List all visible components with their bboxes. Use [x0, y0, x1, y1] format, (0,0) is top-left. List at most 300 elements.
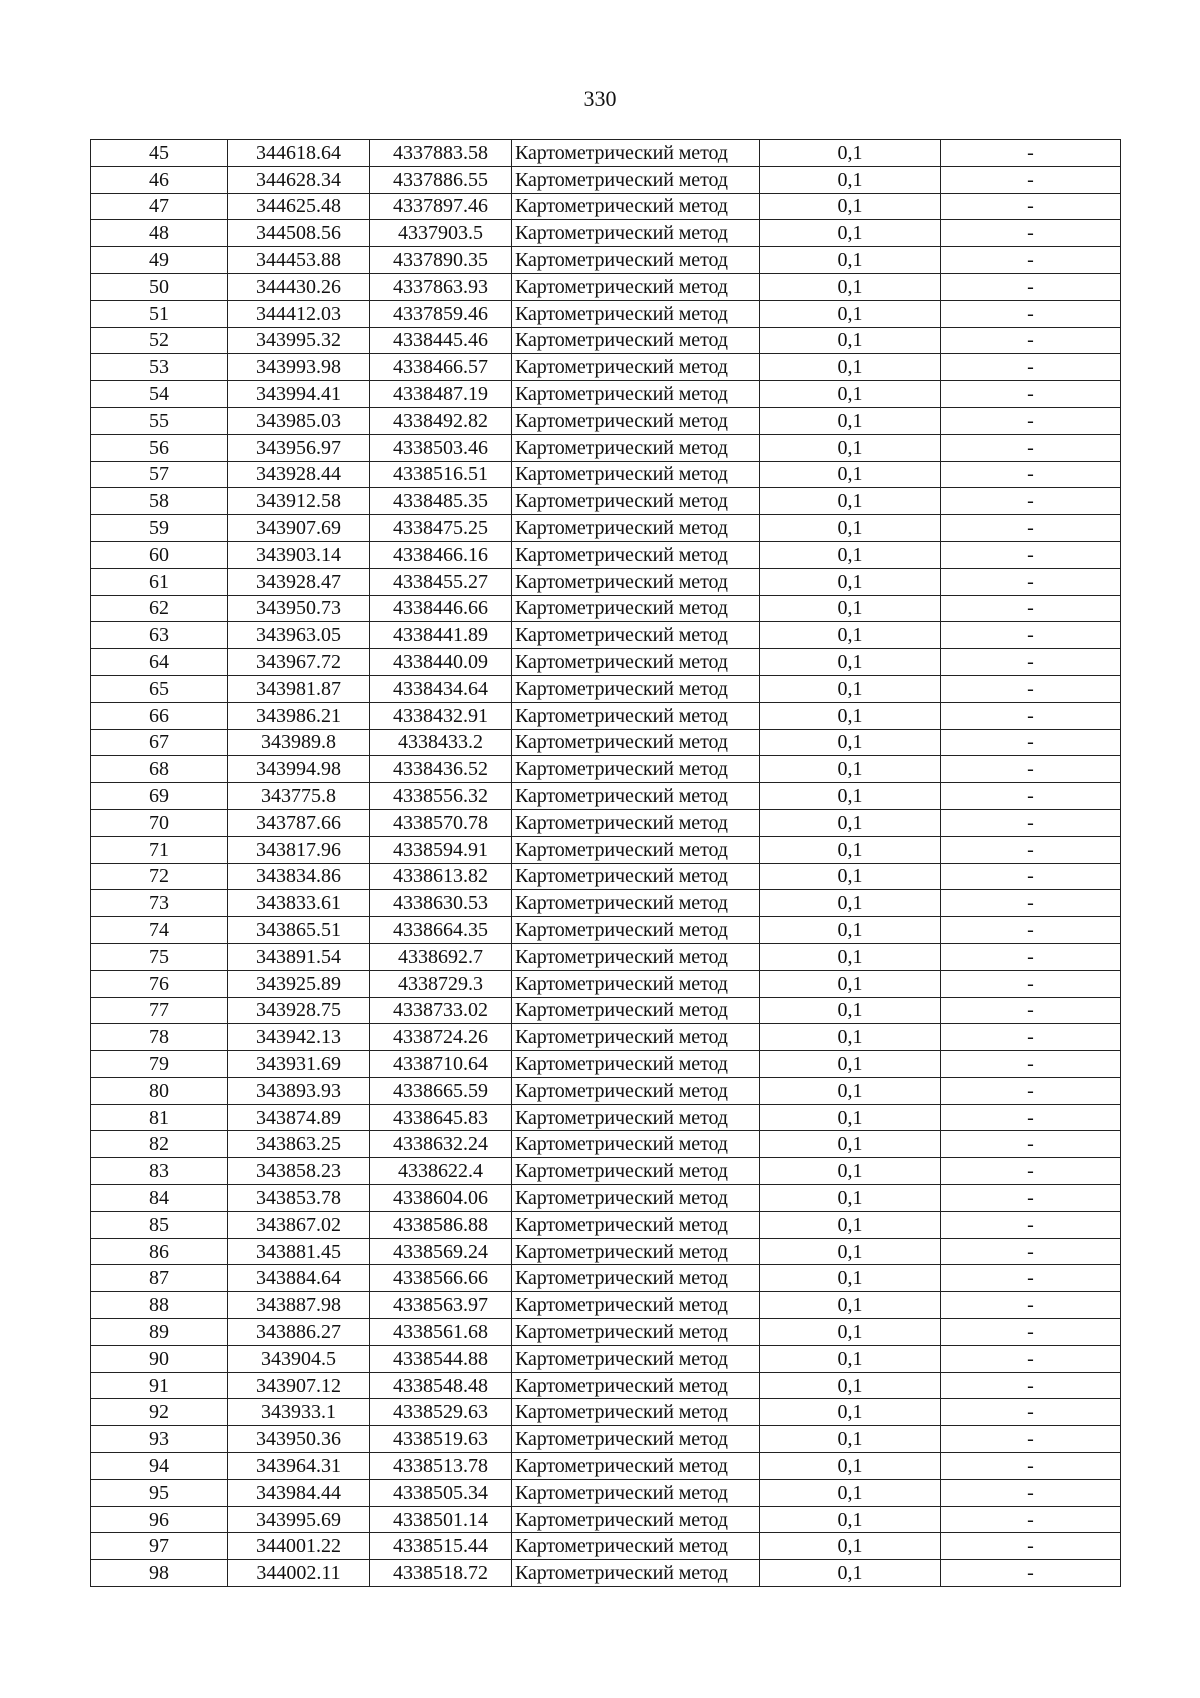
accuracy-cell: 0,1 [760, 1104, 941, 1131]
note-cell: - [941, 1426, 1121, 1453]
x-coordinate-cell: 343928.75 [228, 997, 370, 1024]
y-coordinate-cell: 4338466.16 [370, 541, 512, 568]
method-cell: Картометрический метод [512, 702, 760, 729]
method-cell: Картометрический метод [512, 1211, 760, 1238]
point-number-cell: 54 [91, 381, 228, 408]
point-number-cell: 73 [91, 890, 228, 917]
accuracy-cell: 0,1 [760, 863, 941, 890]
point-number-cell: 48 [91, 220, 228, 247]
method-cell: Картометрический метод [512, 300, 760, 327]
y-coordinate-cell: 4338563.97 [370, 1292, 512, 1319]
table-row [91, 1211, 1121, 1238]
method-cell: Картометрический метод [512, 354, 760, 381]
note-cell: - [941, 1453, 1121, 1480]
method-cell: Картометрический метод [512, 1533, 760, 1560]
y-coordinate-cell: 4338632.24 [370, 1131, 512, 1158]
table-row [91, 434, 1121, 461]
table-row [91, 1051, 1121, 1078]
method-cell: Картометрический метод [512, 1506, 760, 1533]
point-number-cell: 78 [91, 1024, 228, 1051]
method-cell: Картометрический метод [512, 675, 760, 702]
point-number-cell: 56 [91, 434, 228, 461]
point-number-cell: 85 [91, 1211, 228, 1238]
method-cell: Картометрический метод [512, 1265, 760, 1292]
note-cell: - [941, 1372, 1121, 1399]
point-number-cell: 46 [91, 166, 228, 193]
accuracy-cell: 0,1 [760, 809, 941, 836]
method-cell: Картометрический метод [512, 836, 760, 863]
point-number-cell: 90 [91, 1345, 228, 1372]
table-row [91, 1345, 1121, 1372]
method-cell: Картометрический метод [512, 649, 760, 676]
accuracy-cell: 0,1 [760, 541, 941, 568]
table-row [91, 675, 1121, 702]
accuracy-cell: 0,1 [760, 622, 941, 649]
note-cell: - [941, 166, 1121, 193]
point-number-cell: 49 [91, 247, 228, 274]
x-coordinate-cell: 343912.58 [228, 488, 370, 515]
note-cell: - [941, 461, 1121, 488]
y-coordinate-cell: 4338515.44 [370, 1533, 512, 1560]
x-coordinate-cell: 343950.36 [228, 1426, 370, 1453]
method-cell: Картометрический метод [512, 595, 760, 622]
table-row [91, 1426, 1121, 1453]
note-cell: - [941, 1319, 1121, 1346]
point-number-cell: 57 [91, 461, 228, 488]
note-cell: - [941, 1560, 1121, 1587]
table-row [91, 595, 1121, 622]
method-cell: Картометрический метод [512, 970, 760, 997]
table-row [91, 1292, 1121, 1319]
method-cell: Картометрический метод [512, 273, 760, 300]
table-row [91, 1479, 1121, 1506]
method-cell: Картометрический метод [512, 1024, 760, 1051]
note-cell: - [941, 1104, 1121, 1131]
x-coordinate-cell: 343995.69 [228, 1506, 370, 1533]
table-row [91, 327, 1121, 354]
x-coordinate-cell: 343994.41 [228, 381, 370, 408]
point-number-cell: 53 [91, 354, 228, 381]
x-coordinate-cell: 344453.88 [228, 247, 370, 274]
method-cell: Картометрический метод [512, 1560, 760, 1587]
point-number-cell: 80 [91, 1077, 228, 1104]
accuracy-cell: 0,1 [760, 836, 941, 863]
accuracy-cell: 0,1 [760, 1506, 941, 1533]
x-coordinate-cell: 343950.73 [228, 595, 370, 622]
x-coordinate-cell: 343886.27 [228, 1319, 370, 1346]
point-number-cell: 63 [91, 622, 228, 649]
y-coordinate-cell: 4337859.46 [370, 300, 512, 327]
accuracy-cell: 0,1 [760, 783, 941, 810]
y-coordinate-cell: 4338729.3 [370, 970, 512, 997]
note-cell: - [941, 1345, 1121, 1372]
note-cell: - [941, 1479, 1121, 1506]
table-row [91, 1158, 1121, 1185]
x-coordinate-cell: 343893.93 [228, 1077, 370, 1104]
method-cell: Картометрический метод [512, 1292, 760, 1319]
note-cell: - [941, 622, 1121, 649]
note-cell: - [941, 541, 1121, 568]
method-cell: Картометрический метод [512, 140, 760, 167]
point-number-cell: 76 [91, 970, 228, 997]
note-cell: - [941, 729, 1121, 756]
table-row [91, 1104, 1121, 1131]
accuracy-cell: 0,1 [760, 568, 941, 595]
method-cell: Картометрический метод [512, 809, 760, 836]
x-coordinate-cell: 343925.89 [228, 970, 370, 997]
table-row [91, 943, 1121, 970]
y-coordinate-cell: 4338566.66 [370, 1265, 512, 1292]
table-row [91, 729, 1121, 756]
point-number-cell: 69 [91, 783, 228, 810]
point-number-cell: 91 [91, 1372, 228, 1399]
accuracy-cell: 0,1 [760, 729, 941, 756]
table-row [91, 1265, 1121, 1292]
accuracy-cell: 0,1 [760, 1238, 941, 1265]
method-cell: Картометрический метод [512, 622, 760, 649]
point-number-cell: 52 [91, 327, 228, 354]
y-coordinate-cell: 4338692.7 [370, 943, 512, 970]
point-number-cell: 75 [91, 943, 228, 970]
point-number-cell: 93 [91, 1426, 228, 1453]
note-cell: - [941, 1292, 1121, 1319]
method-cell: Картометрический метод [512, 381, 760, 408]
y-coordinate-cell: 4338622.4 [370, 1158, 512, 1185]
y-coordinate-cell: 4338518.72 [370, 1560, 512, 1587]
x-coordinate-cell: 343928.44 [228, 461, 370, 488]
note-cell: - [941, 220, 1121, 247]
x-coordinate-cell: 343928.47 [228, 568, 370, 595]
x-coordinate-cell: 343903.14 [228, 541, 370, 568]
x-coordinate-cell: 343833.61 [228, 890, 370, 917]
accuracy-cell: 0,1 [760, 166, 941, 193]
method-cell: Картометрический метод [512, 193, 760, 220]
accuracy-cell: 0,1 [760, 943, 941, 970]
table-row [91, 1372, 1121, 1399]
accuracy-cell: 0,1 [760, 1024, 941, 1051]
note-cell: - [941, 836, 1121, 863]
y-coordinate-cell: 4338455.27 [370, 568, 512, 595]
table-row [91, 702, 1121, 729]
note-cell: - [941, 943, 1121, 970]
point-number-cell: 98 [91, 1560, 228, 1587]
method-cell: Картометрический метод [512, 434, 760, 461]
table-row [91, 354, 1121, 381]
y-coordinate-cell: 4338505.34 [370, 1479, 512, 1506]
point-number-cell: 96 [91, 1506, 228, 1533]
accuracy-cell: 0,1 [760, 1399, 941, 1426]
accuracy-cell: 0,1 [760, 1479, 941, 1506]
note-cell: - [941, 1399, 1121, 1426]
note-cell: - [941, 247, 1121, 274]
x-coordinate-cell: 343884.64 [228, 1265, 370, 1292]
point-number-cell: 64 [91, 649, 228, 676]
point-number-cell: 97 [91, 1533, 228, 1560]
accuracy-cell: 0,1 [760, 220, 941, 247]
note-cell: - [941, 1533, 1121, 1560]
y-coordinate-cell: 4338492.82 [370, 407, 512, 434]
table-row [91, 809, 1121, 836]
x-coordinate-cell: 343834.86 [228, 863, 370, 890]
accuracy-cell: 0,1 [760, 1158, 941, 1185]
x-coordinate-cell: 343787.66 [228, 809, 370, 836]
y-coordinate-cell: 4337890.35 [370, 247, 512, 274]
y-coordinate-cell: 4337863.93 [370, 273, 512, 300]
point-number-cell: 61 [91, 568, 228, 595]
y-coordinate-cell: 4338445.46 [370, 327, 512, 354]
y-coordinate-cell: 4338529.63 [370, 1399, 512, 1426]
x-coordinate-cell: 343775.8 [228, 783, 370, 810]
point-number-cell: 82 [91, 1131, 228, 1158]
accuracy-cell: 0,1 [760, 515, 941, 542]
point-number-cell: 87 [91, 1265, 228, 1292]
y-coordinate-cell: 4338710.64 [370, 1051, 512, 1078]
x-coordinate-cell: 344002.11 [228, 1560, 370, 1587]
accuracy-cell: 0,1 [760, 917, 941, 944]
x-coordinate-cell: 343874.89 [228, 1104, 370, 1131]
method-cell: Картометрический метод [512, 783, 760, 810]
note-cell: - [941, 434, 1121, 461]
y-coordinate-cell: 4338586.88 [370, 1211, 512, 1238]
accuracy-cell: 0,1 [760, 434, 941, 461]
point-number-cell: 72 [91, 863, 228, 890]
accuracy-cell: 0,1 [760, 461, 941, 488]
x-coordinate-cell: 343887.98 [228, 1292, 370, 1319]
y-coordinate-cell: 4338570.78 [370, 809, 512, 836]
x-coordinate-cell: 343985.03 [228, 407, 370, 434]
accuracy-cell: 0,1 [760, 756, 941, 783]
x-coordinate-cell: 343963.05 [228, 622, 370, 649]
table-row [91, 166, 1121, 193]
point-number-cell: 62 [91, 595, 228, 622]
coordinates-table-body [91, 140, 1121, 1587]
accuracy-cell: 0,1 [760, 1533, 941, 1560]
y-coordinate-cell: 4337897.46 [370, 193, 512, 220]
accuracy-cell: 0,1 [760, 193, 941, 220]
x-coordinate-cell: 344628.34 [228, 166, 370, 193]
accuracy-cell: 0,1 [760, 1211, 941, 1238]
point-number-cell: 94 [91, 1453, 228, 1480]
table-row [91, 515, 1121, 542]
accuracy-cell: 0,1 [760, 354, 941, 381]
x-coordinate-cell: 343931.69 [228, 1051, 370, 1078]
x-coordinate-cell: 344625.48 [228, 193, 370, 220]
accuracy-cell: 0,1 [760, 1453, 941, 1480]
x-coordinate-cell: 344618.64 [228, 140, 370, 167]
note-cell: - [941, 1506, 1121, 1533]
x-coordinate-cell: 343993.98 [228, 354, 370, 381]
point-number-cell: 67 [91, 729, 228, 756]
method-cell: Картометрический метод [512, 1319, 760, 1346]
y-coordinate-cell: 4338630.53 [370, 890, 512, 917]
table-row [91, 1131, 1121, 1158]
method-cell: Картометрический метод [512, 1104, 760, 1131]
table-row [91, 461, 1121, 488]
y-coordinate-cell: 4338503.46 [370, 434, 512, 461]
y-coordinate-cell: 4338466.57 [370, 354, 512, 381]
accuracy-cell: 0,1 [760, 327, 941, 354]
point-number-cell: 88 [91, 1292, 228, 1319]
y-coordinate-cell: 4338733.02 [370, 997, 512, 1024]
y-coordinate-cell: 4338441.89 [370, 622, 512, 649]
y-coordinate-cell: 4338594.91 [370, 836, 512, 863]
x-coordinate-cell: 343933.1 [228, 1399, 370, 1426]
point-number-cell: 65 [91, 675, 228, 702]
point-number-cell: 77 [91, 997, 228, 1024]
table-row [91, 1453, 1121, 1480]
table-row [91, 1077, 1121, 1104]
table-row [91, 541, 1121, 568]
method-cell: Картометрический метод [512, 1426, 760, 1453]
note-cell: - [941, 756, 1121, 783]
accuracy-cell: 0,1 [760, 1560, 941, 1587]
table-row [91, 568, 1121, 595]
x-coordinate-cell: 344412.03 [228, 300, 370, 327]
table-row [91, 783, 1121, 810]
note-cell: - [941, 702, 1121, 729]
method-cell: Картометрический метод [512, 1238, 760, 1265]
point-number-cell: 68 [91, 756, 228, 783]
method-cell: Картометрический метод [512, 1453, 760, 1480]
table-row [91, 1185, 1121, 1212]
table-row [91, 1506, 1121, 1533]
table-row [91, 407, 1121, 434]
method-cell: Картометрический метод [512, 1077, 760, 1104]
y-coordinate-cell: 4338561.68 [370, 1319, 512, 1346]
point-number-cell: 86 [91, 1238, 228, 1265]
method-cell: Картометрический метод [512, 729, 760, 756]
accuracy-cell: 0,1 [760, 595, 941, 622]
point-number-cell: 47 [91, 193, 228, 220]
y-coordinate-cell: 4338446.66 [370, 595, 512, 622]
accuracy-cell: 0,1 [760, 1345, 941, 1372]
point-number-cell: 58 [91, 488, 228, 515]
y-coordinate-cell: 4338519.63 [370, 1426, 512, 1453]
x-coordinate-cell: 343867.02 [228, 1211, 370, 1238]
accuracy-cell: 0,1 [760, 1051, 941, 1078]
note-cell: - [941, 381, 1121, 408]
accuracy-cell: 0,1 [760, 1131, 941, 1158]
y-coordinate-cell: 4338485.35 [370, 488, 512, 515]
accuracy-cell: 0,1 [760, 407, 941, 434]
point-number-cell: 84 [91, 1185, 228, 1212]
accuracy-cell: 0,1 [760, 649, 941, 676]
table-row [91, 300, 1121, 327]
note-cell: - [941, 515, 1121, 542]
y-coordinate-cell: 4338434.64 [370, 675, 512, 702]
note-cell: - [941, 863, 1121, 890]
y-coordinate-cell: 4338544.88 [370, 1345, 512, 1372]
x-coordinate-cell: 343863.25 [228, 1131, 370, 1158]
note-cell: - [941, 917, 1121, 944]
accuracy-cell: 0,1 [760, 273, 941, 300]
table-row [91, 997, 1121, 1024]
method-cell: Картометрический метод [512, 756, 760, 783]
y-coordinate-cell: 4338516.51 [370, 461, 512, 488]
note-cell: - [941, 1131, 1121, 1158]
note-cell: - [941, 997, 1121, 1024]
method-cell: Картометрический метод [512, 488, 760, 515]
method-cell: Картометрический метод [512, 943, 760, 970]
note-cell: - [941, 809, 1121, 836]
accuracy-cell: 0,1 [760, 1185, 941, 1212]
x-coordinate-cell: 343817.96 [228, 836, 370, 863]
accuracy-cell: 0,1 [760, 675, 941, 702]
point-number-cell: 71 [91, 836, 228, 863]
table-row [91, 1560, 1121, 1587]
method-cell: Картометрический метод [512, 890, 760, 917]
x-coordinate-cell: 343865.51 [228, 917, 370, 944]
note-cell: - [941, 1211, 1121, 1238]
table-row [91, 488, 1121, 515]
table-row [91, 649, 1121, 676]
y-coordinate-cell: 4337883.58 [370, 140, 512, 167]
point-number-cell: 50 [91, 273, 228, 300]
y-coordinate-cell: 4338548.48 [370, 1372, 512, 1399]
note-cell: - [941, 140, 1121, 167]
y-coordinate-cell: 4338613.82 [370, 863, 512, 890]
point-number-cell: 59 [91, 515, 228, 542]
accuracy-cell: 0,1 [760, 702, 941, 729]
coordinates-table [90, 139, 1121, 1587]
method-cell: Картометрический метод [512, 1399, 760, 1426]
y-coordinate-cell: 4338604.06 [370, 1185, 512, 1212]
x-coordinate-cell: 344001.22 [228, 1533, 370, 1560]
note-cell: - [941, 300, 1121, 327]
method-cell: Картометрический метод [512, 1051, 760, 1078]
note-cell: - [941, 193, 1121, 220]
method-cell: Картометрический метод [512, 247, 760, 274]
x-coordinate-cell: 343858.23 [228, 1158, 370, 1185]
y-coordinate-cell: 4338487.19 [370, 381, 512, 408]
table-row [91, 890, 1121, 917]
note-cell: - [941, 327, 1121, 354]
y-coordinate-cell: 4338475.25 [370, 515, 512, 542]
page-number: 330 [583, 86, 617, 111]
y-coordinate-cell: 4338433.2 [370, 729, 512, 756]
note-cell: - [941, 595, 1121, 622]
note-cell: - [941, 1158, 1121, 1185]
point-number-cell: 70 [91, 809, 228, 836]
x-coordinate-cell: 343986.21 [228, 702, 370, 729]
method-cell: Картометрический метод [512, 1185, 760, 1212]
method-cell: Картометрический метод [512, 863, 760, 890]
method-cell: Картометрический метод [512, 1158, 760, 1185]
method-cell: Картометрический метод [512, 1345, 760, 1372]
table-row [91, 1399, 1121, 1426]
y-coordinate-cell: 4338665.59 [370, 1077, 512, 1104]
note-cell: - [941, 890, 1121, 917]
table-row [91, 381, 1121, 408]
x-coordinate-cell: 343989.8 [228, 729, 370, 756]
table-row [91, 756, 1121, 783]
method-cell: Картометрический метод [512, 1131, 760, 1158]
method-cell: Картометрический метод [512, 166, 760, 193]
x-coordinate-cell: 343853.78 [228, 1185, 370, 1212]
note-cell: - [941, 273, 1121, 300]
method-cell: Картометрический метод [512, 997, 760, 1024]
method-cell: Картометрический метод [512, 461, 760, 488]
x-coordinate-cell: 343956.97 [228, 434, 370, 461]
table-row [91, 1024, 1121, 1051]
method-cell: Картометрический метод [512, 541, 760, 568]
point-number-cell: 89 [91, 1319, 228, 1346]
x-coordinate-cell: 343891.54 [228, 943, 370, 970]
y-coordinate-cell: 4338556.32 [370, 783, 512, 810]
note-cell: - [941, 354, 1121, 381]
method-cell: Картометрический метод [512, 407, 760, 434]
accuracy-cell: 0,1 [760, 247, 941, 274]
